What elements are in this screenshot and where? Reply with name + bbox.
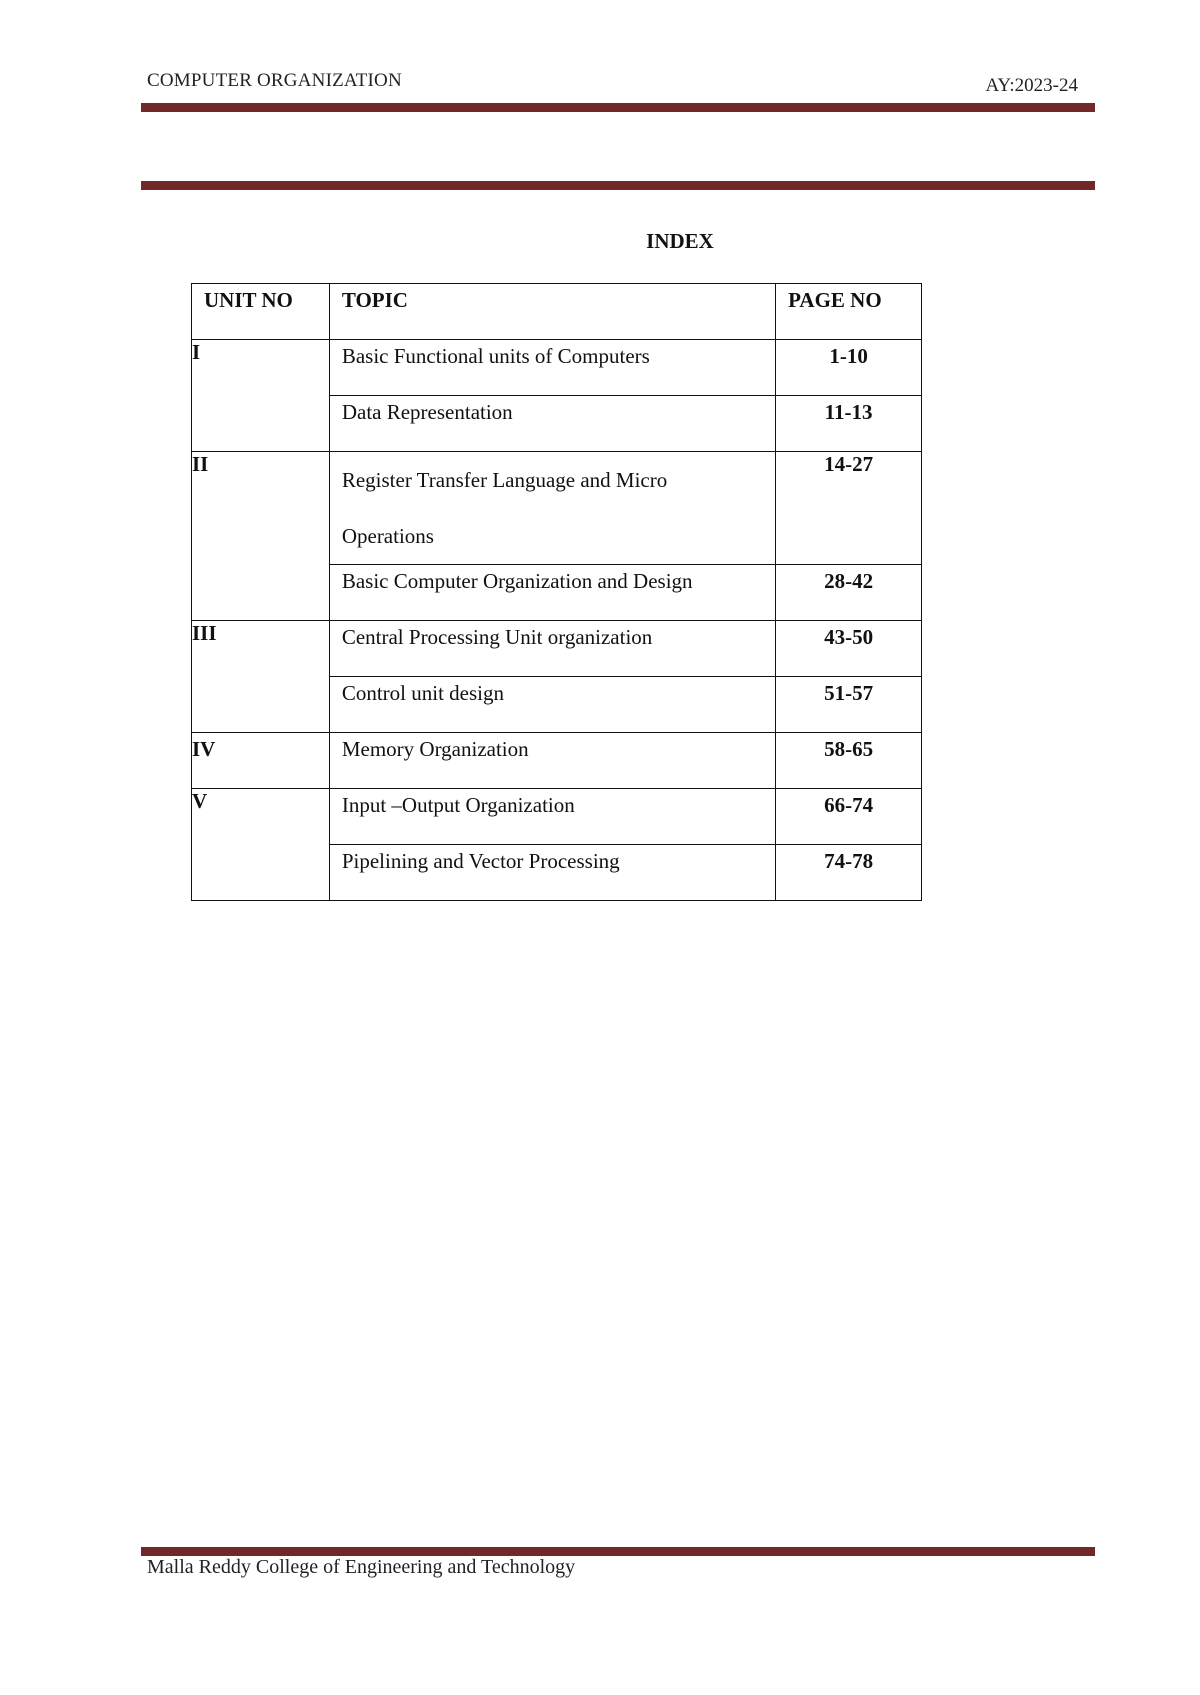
topic-cell: Register Transfer Language and Micro Operations: [329, 452, 775, 565]
column-header-topic: TOPIC: [329, 284, 775, 340]
header-course-title: COMPUTER ORGANIZATION: [147, 70, 402, 91]
unit-number: V: [192, 789, 330, 901]
page-range: 14-27: [776, 452, 922, 565]
section-rule: [141, 181, 1095, 190]
topic-cell: Input –Output Organization: [329, 789, 775, 845]
page-range: 11-13: [776, 396, 922, 452]
table-row: [192, 452, 922, 565]
table-header-row: [192, 284, 922, 340]
page-range: 28-42: [776, 565, 922, 621]
footer-rule: [141, 1547, 1095, 1556]
column-header-page: PAGE NO: [776, 284, 922, 340]
topic-cell: Basic Functional units of Computers: [329, 340, 775, 396]
footer-institution: Malla Reddy College of Engineering and Technology: [147, 1556, 576, 1578]
topic-cell: Memory Organization: [329, 733, 775, 789]
page-range: 43-50: [776, 621, 922, 677]
unit-number: II: [192, 452, 330, 621]
table-row: [192, 789, 922, 845]
header-academic-year: AY:2023-24: [985, 75, 1078, 96]
topic-cell: Control unit design: [329, 677, 775, 733]
header-rule: [141, 103, 1095, 112]
page-range: 1-10: [776, 340, 922, 396]
table-row: [192, 733, 922, 789]
page-range: 58-65: [776, 733, 922, 789]
index-table: [191, 283, 922, 901]
page-range: 51-57: [776, 677, 922, 733]
unit-number: III: [192, 621, 330, 733]
unit-number: IV: [192, 733, 330, 789]
topic-cell: Central Processing Unit organization: [329, 621, 775, 677]
table-row: [192, 340, 922, 396]
topic-cell: Pipelining and Vector Processing: [329, 845, 775, 901]
table-row: [192, 621, 922, 677]
column-header-unit: UNIT NO: [192, 284, 330, 340]
topic-cell: Basic Computer Organization and Design: [329, 565, 775, 621]
unit-number: I: [192, 340, 330, 452]
topic-cell: Data Representation: [329, 396, 775, 452]
page-range: 74-78: [776, 845, 922, 901]
index-title: INDEX: [646, 229, 714, 253]
page-range: 66-74: [776, 789, 922, 845]
